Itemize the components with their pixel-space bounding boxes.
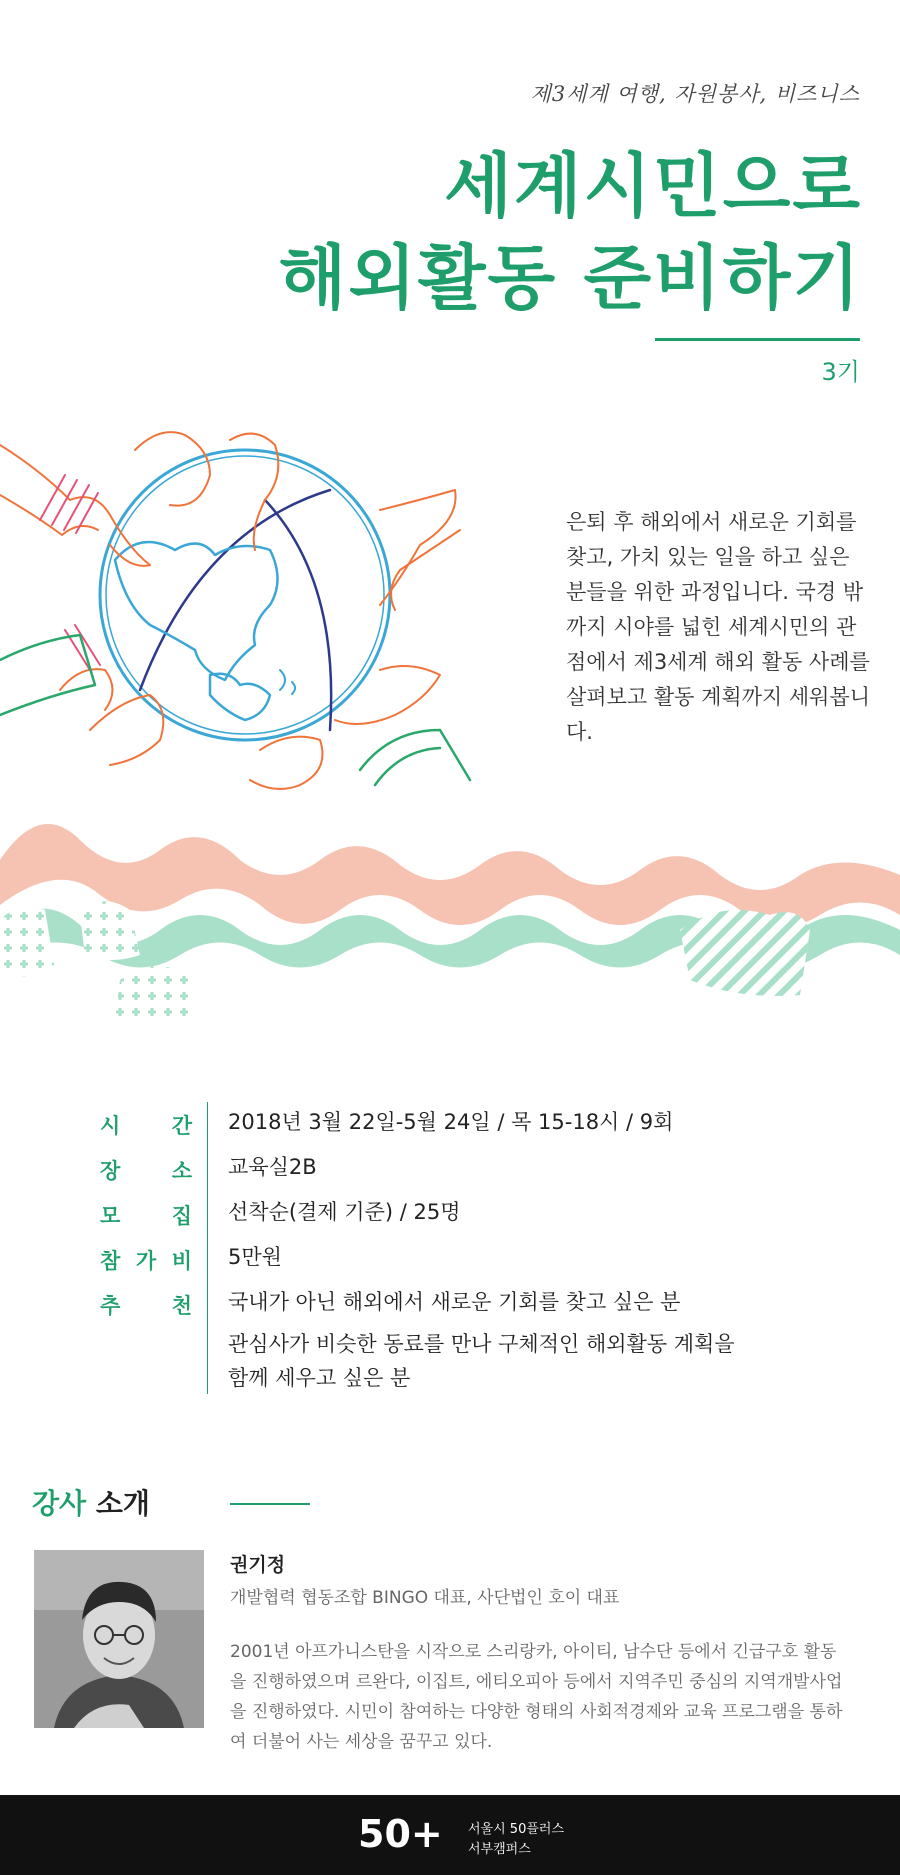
- sleeve-drawing: [0, 635, 470, 785]
- footer-org-line-1: 서울시 50플러스: [468, 1822, 565, 1837]
- title-divider: [655, 338, 860, 341]
- portrait-image: [34, 1550, 204, 1728]
- hands-globe-illustration: [0, 430, 500, 800]
- info-value-recommend-2: 관심사가 비슷한 동료를 만나 구체적인 해외활동 계획을: [228, 1332, 735, 1356]
- label-char: 가: [135, 1249, 157, 1273]
- label-char: 간: [171, 1114, 192, 1138]
- wave-decoration: [0, 780, 900, 1020]
- info-value-time: 2018년 3월 22일-5월 24일 / 목 15-18시 / 9회: [228, 1110, 674, 1134]
- pink-wave: [0, 824, 900, 926]
- lecturer-heading-accent: 강사: [32, 1487, 87, 1520]
- label-char: 모: [100, 1204, 121, 1228]
- info-label-place: [100, 1155, 192, 1185]
- info-value-recruit: 선착순(결제 기준) / 25명: [228, 1200, 461, 1224]
- lecturer-role: 개발협력 협동조합 BINGO 대표, 사단법인 호이 대표: [230, 1588, 620, 1608]
- info-label-recommend: [100, 1290, 192, 1320]
- info-value-recommend-3: 함께 세우고 싶은 분: [228, 1366, 411, 1390]
- label-char: 시: [100, 1114, 121, 1138]
- label-char: 집: [171, 1204, 192, 1228]
- label-char: 참: [100, 1249, 121, 1273]
- page-title-line-1: 세계시민으로: [444, 145, 862, 227]
- label-char: 천: [171, 1294, 192, 1318]
- label-char: 장: [100, 1159, 121, 1183]
- footer-bar: [0, 1795, 900, 1875]
- lecturer-heading-rest: 소개: [95, 1487, 150, 1520]
- lecturer-photo: [34, 1550, 204, 1728]
- subtitle: 제3세계 여행, 자원봉사, 비즈니스: [530, 82, 860, 106]
- cohort-label: 3기: [821, 358, 860, 386]
- footer-org-line-2: 서부캠퍼스: [468, 1842, 531, 1857]
- label-char: 추: [100, 1294, 121, 1318]
- page-title-line-2: 해외활동 준비하기: [278, 237, 862, 319]
- info-value-recommend: 국내가 아닌 해외에서 새로운 기회를 찾고 싶은 분: [228, 1290, 681, 1314]
- info-label-time: [100, 1110, 192, 1140]
- campus-logo: 50+: [358, 1812, 443, 1856]
- lecturer-heading: [32, 1482, 150, 1522]
- plus-pattern-accent: [115, 966, 195, 1020]
- lecturer-bio: 2001년 아프가니스탄을 시작으로 스리랑카, 아이티, 남수단 등에서 긴급구호 활동을 진행하였으며 르완다, 이집트, 에티오피아 등에서 지역주민 중심의 지역개발사업을 진행하였다. 시민이 참여하는 다양한 형태의 사회적경제와 교육 프로그램을 통하여 더불어 사는 세상을 꿈꾸고 있다.: [230, 1642, 843, 1752]
- lecturer-name: 권기정: [230, 1554, 286, 1576]
- info-label-fee: [100, 1245, 192, 1275]
- info-value-fee: 5만원: [228, 1245, 282, 1269]
- label-char: 비: [171, 1249, 192, 1273]
- intro-paragraph: 은퇴 후 해외에서 새로운 기회를 찾고, 가치 있는 일을 하고 싶은 분들을 위한 과정입니다. 국경 밖까지 시야를 넓힌 세계시민의 관점에서 제3세계 해외 활동 사례를 살펴보고 활동 계획까지 세워봅니다.: [566, 510, 871, 744]
- lecturer-divider: [230, 1503, 310, 1505]
- info-divider: [207, 1102, 208, 1394]
- info-value-place: 교육실2B: [228, 1155, 317, 1179]
- stripe-pattern-accent: [680, 910, 810, 996]
- info-label-recruit: [100, 1200, 192, 1230]
- hand-drawing: [0, 432, 460, 789]
- label-char: 소: [171, 1159, 192, 1183]
